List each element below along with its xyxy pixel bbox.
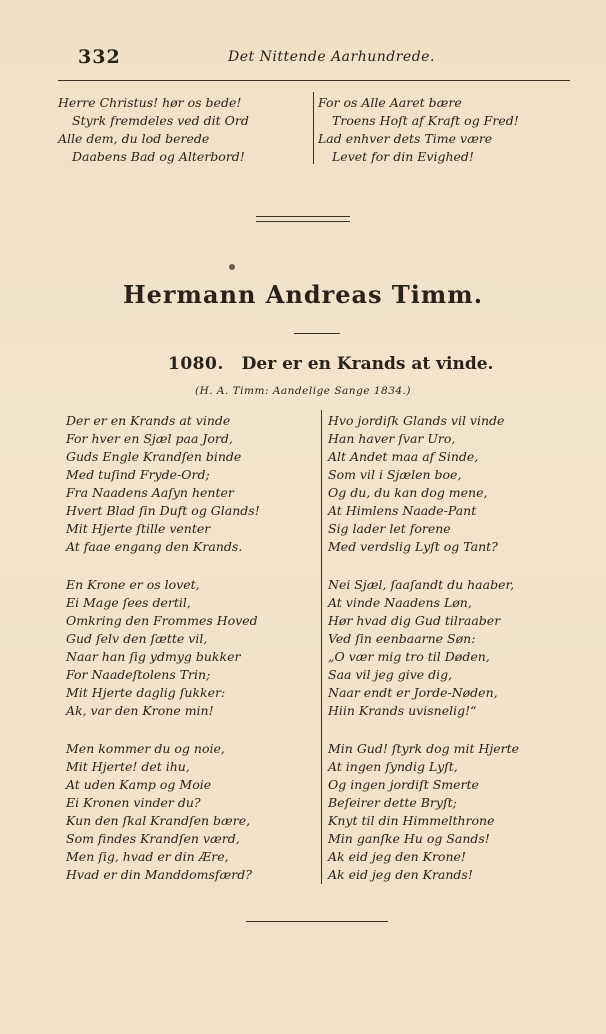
verse-line: Knyt til din Himmelthrone: [328, 813, 495, 828]
verse-line: Sig lader let forene: [328, 521, 451, 536]
ink-spot: [229, 264, 235, 270]
section-separator: [256, 216, 350, 222]
verse-line: Som vil i Sjælen boe,: [328, 467, 462, 482]
left-column: [66, 412, 316, 904]
stanza: [66, 576, 316, 720]
verse-line: Guds Engle Krandſen binde: [66, 449, 242, 464]
verse-line: For os Alle Aaret bære: [318, 95, 462, 110]
verse-line: Ei Mage ſees dertil,: [66, 595, 191, 610]
verse-line: Fra Naadens Aaſyn henter: [66, 485, 234, 500]
verse-line: Levet for din Evighed!: [332, 149, 474, 164]
stanza: [66, 740, 316, 884]
hymn-title: Der er en Krands at vinde.: [241, 354, 494, 374]
verse-line: Alle dem, du lod berede: [58, 131, 210, 146]
verse-line: At ingen ſyndig Lyſt,: [328, 759, 458, 774]
verse-line: Gud ſelv den ſætte vil,: [66, 631, 208, 646]
verse-line: Og du, du kan dog mene,: [328, 485, 488, 500]
right-column: [328, 412, 568, 904]
verse-line: At faae engang den Krands.: [66, 539, 243, 554]
verse-line: Beſeirer dette Bryſt;: [328, 795, 457, 810]
verse-line: Min ganſke Hu og Sands!: [328, 831, 490, 846]
header-rule: [58, 80, 570, 81]
verse-line: Med verdslig Lyſt og Tant?: [328, 539, 498, 554]
verse-line: Hvad er din Manddomsfærd?: [66, 867, 252, 882]
verse-line: Kun den ſkal Krandſen bære,: [66, 813, 251, 828]
verse-line: Hvert Blad ſin Duft og Glands!: [66, 503, 260, 518]
hymn-number: 1080.: [168, 354, 224, 374]
hymn-source: (H. A. Timm: Aandelige Sange 1834.): [194, 385, 411, 397]
verse-line: Der er en Krands at vinde: [66, 413, 231, 428]
verse-line: Saa vil jeg give dig,: [328, 667, 453, 682]
closing-rule: [246, 921, 388, 922]
verse-line: At vinde Naadens Løn,: [328, 595, 472, 610]
running-head: Det Nittende Aarhundrede.: [228, 49, 435, 65]
verse-line: Omkring den Frommes Hoved: [66, 613, 258, 628]
verse-line: Hvo jordiſk Glands vil vinde: [328, 413, 505, 428]
top-column-divider: [313, 92, 314, 164]
stanza: [328, 740, 568, 884]
verse-line: Ak eid jeg den Krone!: [328, 849, 466, 864]
verse-line: Og ingen jordiſt Smerte: [328, 777, 479, 792]
verse-line: Styrk fremdeles ved dit Ord: [72, 113, 249, 128]
stanza: [328, 576, 568, 720]
title-rule: [294, 333, 340, 334]
verse-line: For hver en Sjæl paa Jord,: [66, 431, 233, 446]
verse-line: Naar han ſig ydmyg bukker: [66, 649, 241, 664]
verse-line: Ak eid jeg den Krands!: [328, 867, 473, 882]
verse-line: Hør hvad dig Gud tilraaber: [328, 613, 501, 628]
verse-line: Naar endt er Jorde-Nøden,: [328, 685, 498, 700]
verse-line: At uden Kamp og Moie: [66, 777, 212, 792]
verse-line: Troens Hoſt af Kraft og Fred!: [332, 113, 519, 128]
verse-line: Ei Kronen vinder du?: [66, 795, 201, 810]
top-verse-right: [318, 94, 519, 166]
verse-line: Som findes Krandſen værd,: [66, 831, 240, 846]
verse-line: „O vær mig tro til Døden,: [328, 649, 490, 664]
verse-line: Ak, var den Krone min!: [66, 703, 214, 718]
verse-line: For Naadeſtolens Trin;: [66, 667, 211, 682]
verse-line: Nei Sjæl, ſaaſandt du haaber,: [328, 577, 515, 592]
main-column-divider: [321, 410, 322, 884]
verse-line: Daabens Bad og Alterbord!: [72, 149, 245, 164]
page-number: 332: [78, 46, 121, 68]
verse-line: Ved ſin eenbaarne Søn:: [328, 631, 476, 646]
verse-line: Min Gud! ſtyrk dog mit Hjerte: [328, 741, 520, 756]
verse-line: En Krone er os lovet,: [66, 577, 200, 592]
verse-line: Mit Hjerte ſtille venter: [66, 521, 211, 536]
verse-line: Lad enhver dets Time være: [318, 131, 493, 146]
verse-line: Mit Hjerte! det ihu,: [66, 759, 190, 774]
author-heading: Hermann Andreas Timm.: [122, 280, 484, 309]
top-verse-left: [58, 94, 249, 166]
verse-line: Hiin Krands uvisnelig!“: [328, 703, 477, 718]
hymn-heading: [168, 354, 493, 374]
verse-line: Med tuſind Fryde-Ord;: [66, 467, 210, 482]
stanza: [66, 412, 316, 556]
verse-line: At Himlens Naade-Pant: [328, 503, 477, 518]
verse-line: Mit Hjerte daglig ſukker:: [66, 685, 226, 700]
page-header: [58, 44, 570, 74]
verse-line: Han haver ſvar Uro,: [328, 431, 456, 446]
stanza: [328, 412, 568, 556]
verse-line: Men kommer du og noie,: [66, 741, 225, 756]
verse-line: Men ſig, hvad er din Ære,: [66, 849, 229, 864]
verse-line: Alt Andet maa af Sinde,: [328, 449, 479, 464]
verse-line: Herre Christus! hør os bede!: [58, 95, 242, 110]
